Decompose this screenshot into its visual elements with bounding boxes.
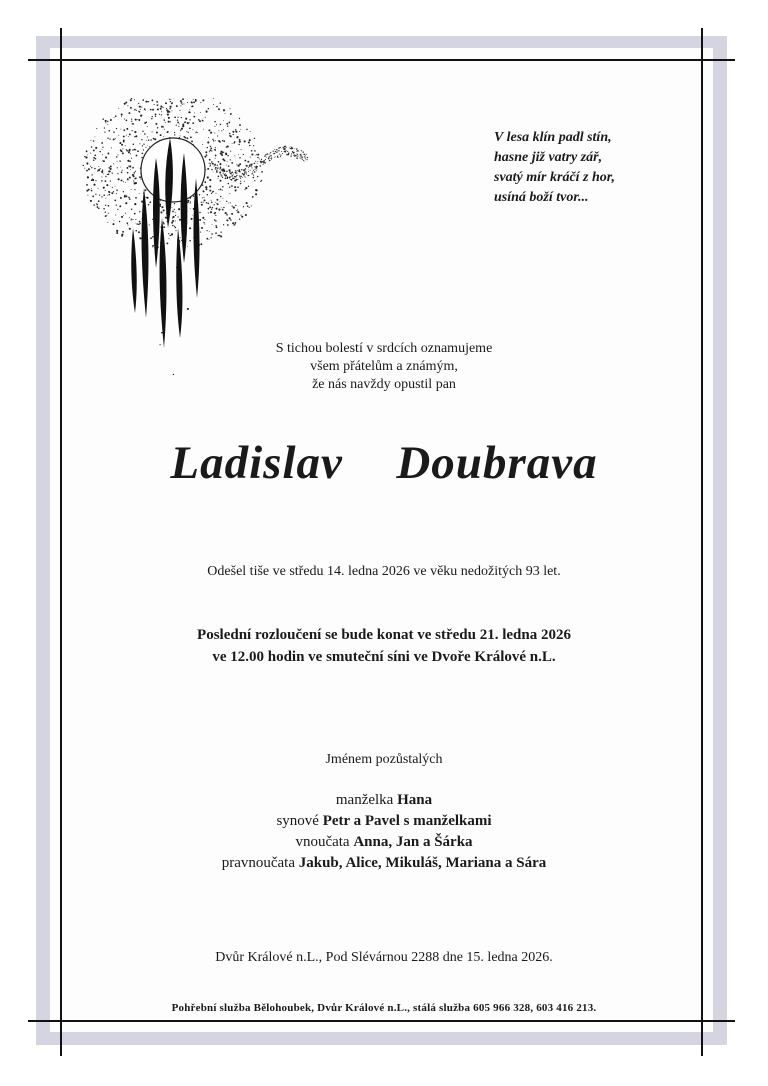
family-relation: pravnoučata: [221, 855, 295, 871]
family-names: Petr a Pavel s manželkami: [322, 813, 492, 829]
frame-rule-left: [60, 28, 62, 1056]
family-row: [0, 853, 768, 874]
family-relation: vnoučata: [295, 834, 350, 850]
departure-statement: Odešel tiše ve středu 14. ledna 2026 ve věku nedožitých 93 let.: [207, 564, 561, 579]
intro-line: S tichou bolestí v srdcích oznamujeme: [275, 341, 493, 356]
poem-line: V lesa klín padl stín,: [494, 130, 612, 145]
frame-rule-top: [28, 59, 735, 61]
intro-line: že nás navždy opustil pan: [312, 377, 456, 392]
family-names: Jakub, Alice, Mikuláš, Mariana a Sára: [298, 855, 547, 871]
frame-rule-bottom: [28, 1020, 735, 1022]
family-names: Anna, Jan a Šárka: [353, 834, 473, 850]
moon-candles-flames-icon: [78, 98, 318, 378]
poem-verse: [494, 128, 694, 208]
family-names: Hana: [397, 792, 433, 808]
poem-line: hasne již vatry zář,: [494, 150, 603, 165]
place-and-date: Dvůr Králové n.L., Pod Slévárnou 2288 dne 15. ledna 2026.: [215, 950, 553, 965]
poem-line: usíná boží tvor...: [494, 190, 589, 205]
frame-rule-right: [701, 28, 703, 1056]
poem-line: svatý mír kráčí z hor,: [494, 170, 615, 185]
funeral-line: ve 12.00 hodin ve smuteční síni ve Dvoře Králové n.L.: [212, 649, 556, 665]
funeral-line: Poslední rozloučení se bude konat ve středu 21. ledna 2026: [197, 627, 571, 643]
on-behalf-label: Jménem pozůstalých: [325, 752, 443, 767]
deceased-name: Ladislav Doubrava: [170, 437, 598, 489]
family-row: [0, 811, 768, 832]
funeral-details: [0, 624, 768, 668]
intro-line: všem přátelům a známým,: [310, 359, 458, 374]
family-list: [0, 790, 768, 874]
family-relation: manželka: [335, 792, 394, 808]
funeral-service-footer: Pohřební služba Bělohoubek, Dvůr Králové n.L., stálá služba 605 966 328, 603 416 213.: [171, 1002, 597, 1014]
family-row: [0, 790, 768, 811]
announcement-intro: [0, 340, 768, 394]
family-row: [0, 832, 768, 853]
family-relation: synové: [276, 813, 319, 829]
